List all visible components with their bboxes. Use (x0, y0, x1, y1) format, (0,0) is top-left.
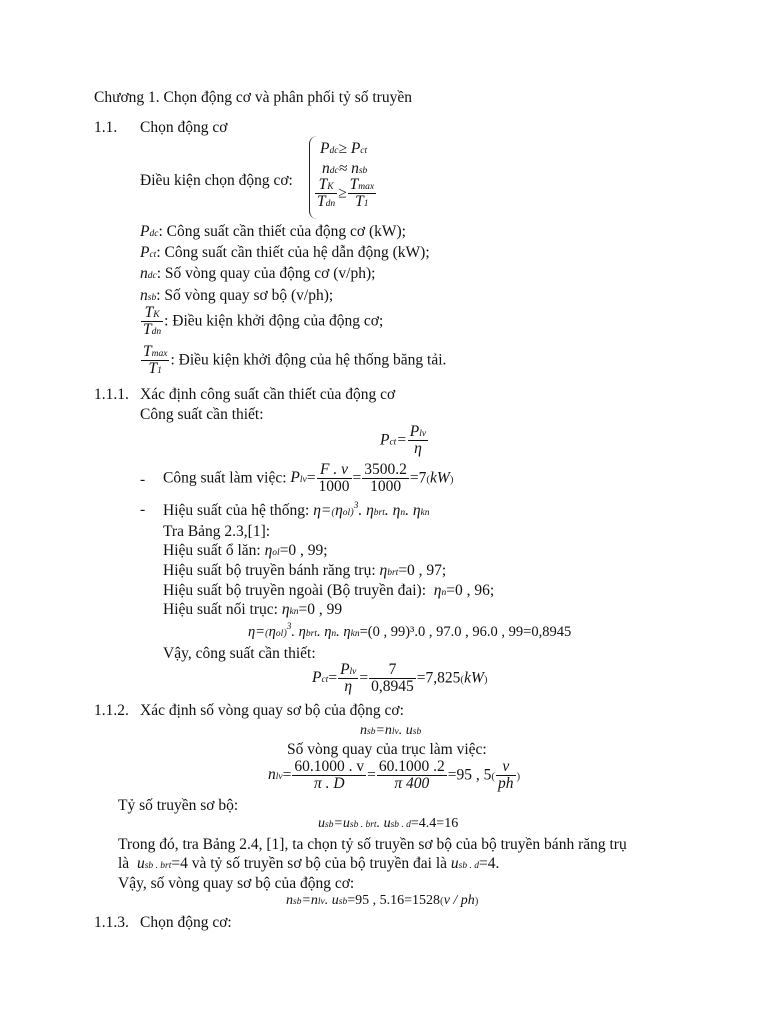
table-ref: Tra Bảng 2.3,[1]: (163, 523, 271, 540)
chapter-title: Chương 1. Chọn động cơ và phân phối tỷ số truyền (94, 89, 412, 106)
eq-eta: Hiệu suất của hệ thống: $\eta=(\eta ol)^3$. ηbrt. ηn. ηkn (163, 500, 430, 519)
cond-torque: $\frac{TK}{\text{Tdn}}$ ≥ $\frac{Tmax}{T1}$ (317, 176, 375, 211)
eq-pct-result: Pct= $\frac{\text{Plv}}{\eta}$ = $\frac{7}{0,8945}$ =7,825(kW) (312, 661, 488, 696)
speed-conclusion: Vậy, số vòng quay sơ bộ của động cơ: (118, 875, 355, 892)
def-tk: $\frac{TK}{\text{Tdn}}$ : Điều kiện khởi động của động cơ; (143, 304, 384, 339)
bullet-dash-1: - (140, 471, 146, 488)
eq-nsb-result: nsb=nlv. usb=95 , 5.16=1528(v / ph) (286, 893, 479, 908)
eff-belt: Hiệu suất bộ truyền ngoài (Bộ truyền đai): ηn=0 , 96; (163, 582, 495, 599)
def-ndc: ndc: Số vòng quay của động cơ (v/ph); (140, 265, 376, 282)
eff-coupling: Hiệu suất nối trục: ηkn=0 , 99 (163, 601, 343, 618)
eq-nlv: nlv= $\frac{60.1000 . v}{\pi . D}$ = $\frac{60.1000 .2}{\pi 400}$ =95 , 5( $\frac{v}{ph}$ ) (268, 758, 521, 793)
eq-eta-calc: $\eta=(\eta ol)^3$. ηbrt. ηn. ηkn=(0 , 99)³.0 , 97.0 , 96.0 , 99=0,8945 (248, 621, 572, 640)
bullet-dash-2: - (140, 501, 146, 518)
ratio-para-line-1: Trong đó, tra Bảng 2.4, [1], ta chọn tỷ số truyền sơ bộ của bộ truyền bánh răng trụ (118, 836, 627, 853)
section-1-1-number: 1.1. (94, 119, 118, 136)
eff-bearing: Hiệu suất ổ lăn: ηol=0 , 99; (163, 542, 328, 559)
def-tmax: $\frac{Tmax}{T1}$ : Điều kiện khởi động của hệ thống băng tải. (143, 343, 447, 378)
power-intro: Công suất cần thiết: (140, 406, 264, 423)
condition-label: Điều kiện chọn động cơ: (140, 172, 293, 189)
section-1-1-2-title: Xác định số vòng quay sơ bộ của động cơ: (140, 702, 404, 719)
section-1-1-title: Chọn động cơ (140, 119, 228, 136)
def-pdc: Pdc: Công suất cần thiết của động cơ (kW); (140, 223, 406, 240)
power-conclusion: Vậy, công suất cần thiết: (163, 645, 316, 662)
eff-gear: Hiệu suất bộ truyền bánh răng trụ: ηbrt=0 , 97; (163, 562, 447, 579)
ratio-para-line-2: là usb . brt=4 và tỷ số truyền sơ bộ của bộ truyền đai là usb . d=4. (118, 855, 500, 872)
section-1-1-1-title: Xác định công suất cần thiết của động cơ (140, 386, 396, 403)
eq-nsb: nsb=nlv. usb (360, 723, 422, 738)
ratio-title: Tỷ số truyền sơ bộ: (118, 797, 239, 814)
eq-pct: Pct= $\frac{\text{Plv}}{\eta}$ (380, 423, 427, 458)
nlv-intro: Số vòng quay của trục làm việc: (287, 741, 487, 758)
section-1-1-3-title: Chọn động cơ: (140, 914, 232, 931)
cond-speed: ndc≈ nsb (322, 160, 368, 177)
def-nsb: nsb: Số vòng quay sơ bộ (v/ph); (140, 287, 334, 304)
section-1-1-3-number: 1.1.3. (94, 914, 129, 931)
def-pct: Pct: Công suất cần thiết của hệ dẫn động (kW); (140, 244, 430, 261)
eq-plv: Công suất làm việc: Plv= $\frac{F . v}{1000}$ = $\frac{3500.2}{1000}$ =7(kW) (163, 461, 454, 496)
section-1-1-1-number: 1.1.1. (94, 386, 129, 403)
cond-power: Pdc≥ Pct (320, 140, 368, 157)
section-1-1-2-number: 1.1.2. (94, 702, 129, 719)
eq-ratio: usb=usb . brt. usb . d=4.4=16 (318, 816, 459, 831)
